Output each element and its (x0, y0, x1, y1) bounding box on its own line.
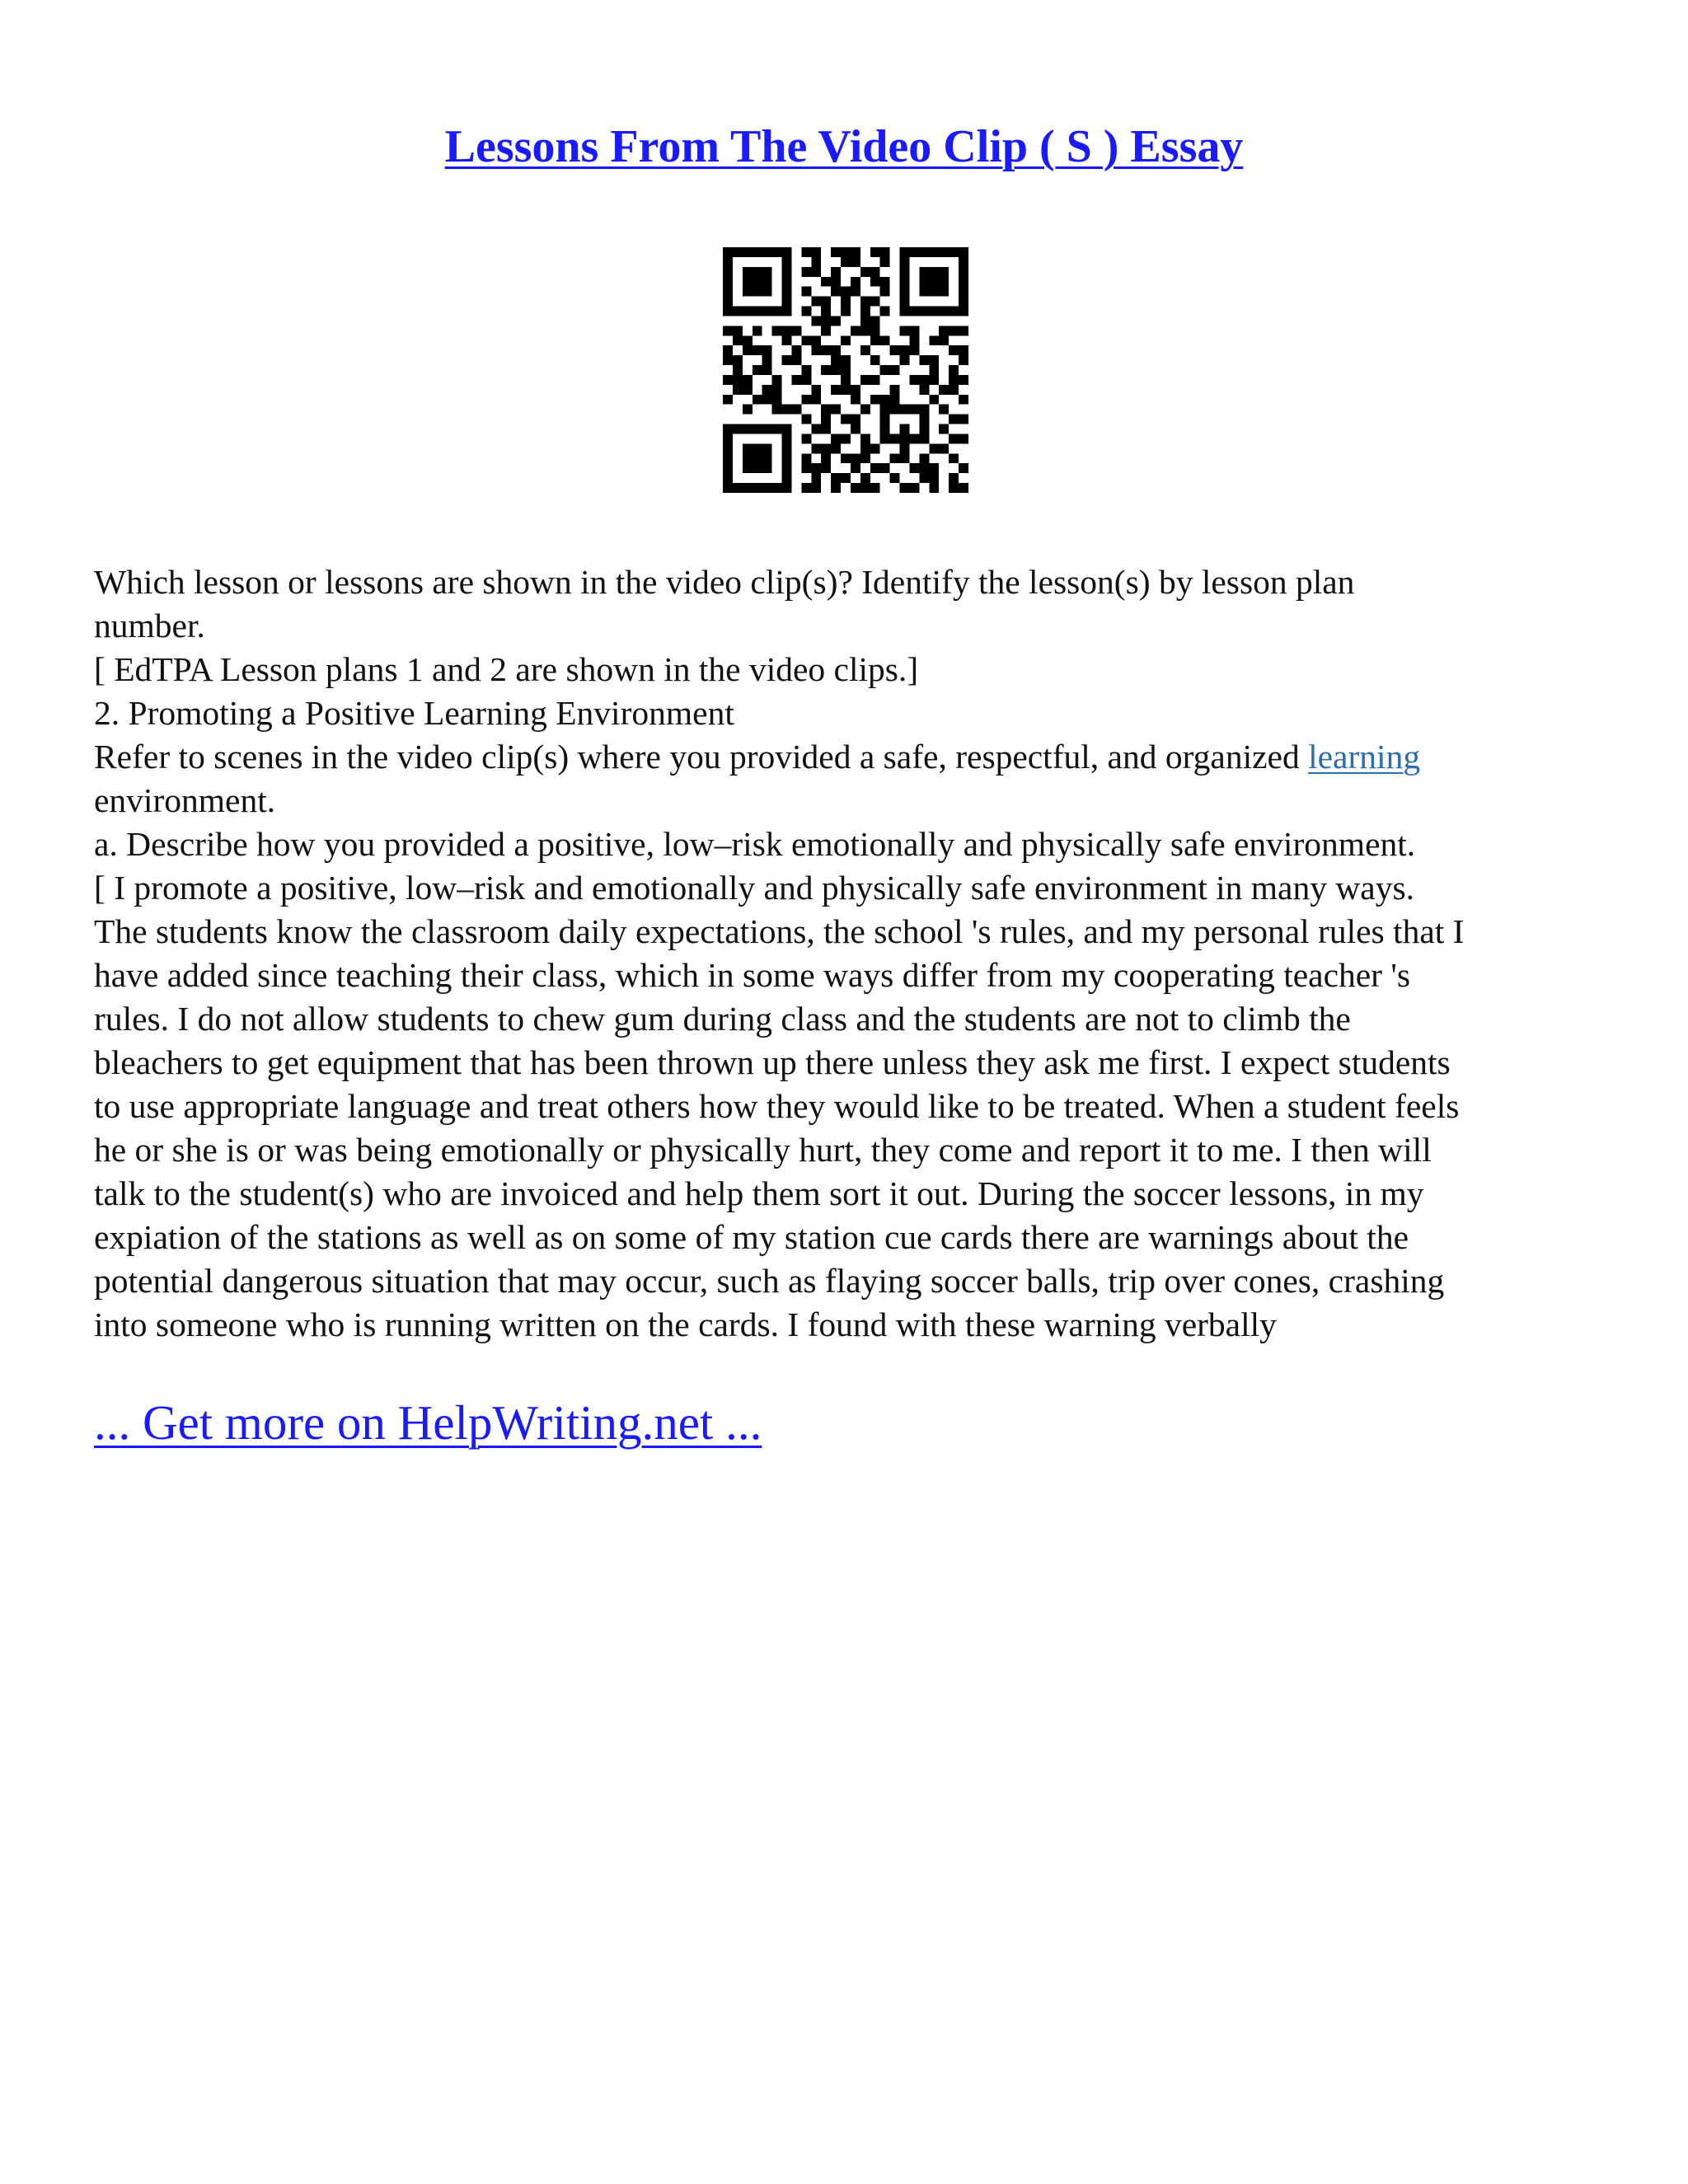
text-line: Which lesson or lessons are shown in the video clip(s)? Identify the lesson(s) by lesson plan (94, 563, 1355, 601)
get-more-link[interactable]: ... Get more on HelpWriting.net ... (94, 1395, 762, 1450)
get-more-container (94, 1390, 762, 1455)
text-line: [ I promote a positive, low–risk and emotionally and physically safe environment in many ways. (94, 869, 1415, 907)
text-line: number. (94, 607, 205, 644)
learning-link[interactable]: learning (1308, 738, 1421, 776)
qr-code-icon (723, 247, 968, 493)
text-line: rules. I do not allow students to chew gum during class and the students are not to climb the (94, 1000, 1351, 1038)
text-line: a. Describe how you provided a positive, low–risk emotionally and physically safe environment. (94, 825, 1416, 863)
title-link[interactable]: Lessons From The Video Clip ( S ) Essay (444, 121, 1244, 172)
text-line: 2. Promoting a Positive Learning Environment (94, 694, 734, 732)
text-line: bleachers to get equipment that has been thrown up there unless they ask me first. I expect students (94, 1043, 1451, 1081)
text-line: environment. (94, 781, 276, 819)
text-line: potential dangerous situation that may occur, such as flaying soccer balls, trip over cones, crashing (94, 1262, 1445, 1300)
text-line: to use appropriate language and treat others how they would like to be treated. When a student feels (94, 1087, 1460, 1125)
text-line (94, 735, 1602, 779)
text-line: talk to the student(s) who are invoiced and help them sort it out. During the soccer lessons, in my (94, 1174, 1424, 1212)
text-line: The students know the classroom daily expectations, the school 's rules, and my personal rules that I (94, 912, 1465, 950)
text-line: expiation of the stations as well as on some of my station cue cards there are warnings about the (94, 1218, 1409, 1256)
page-title (0, 114, 1688, 180)
text-line: into someone who is running written on the cards. I found with these warning verbally (94, 1305, 1277, 1343)
text-line: [ EdTPA Lesson plans 1 and 2 are shown in the video clips.] (94, 650, 919, 688)
text-line: he or she is or was being emotionally or physically hurt, they come and report it to me. I then will (94, 1131, 1432, 1169)
text-line: have added since teaching their class, which in some ways differ from my cooperating teacher 's (94, 956, 1410, 994)
essay-body (94, 560, 1602, 1347)
text-segment: Refer to scenes in the video clip(s) where you provided a safe, respectful, and organized (94, 738, 1309, 776)
